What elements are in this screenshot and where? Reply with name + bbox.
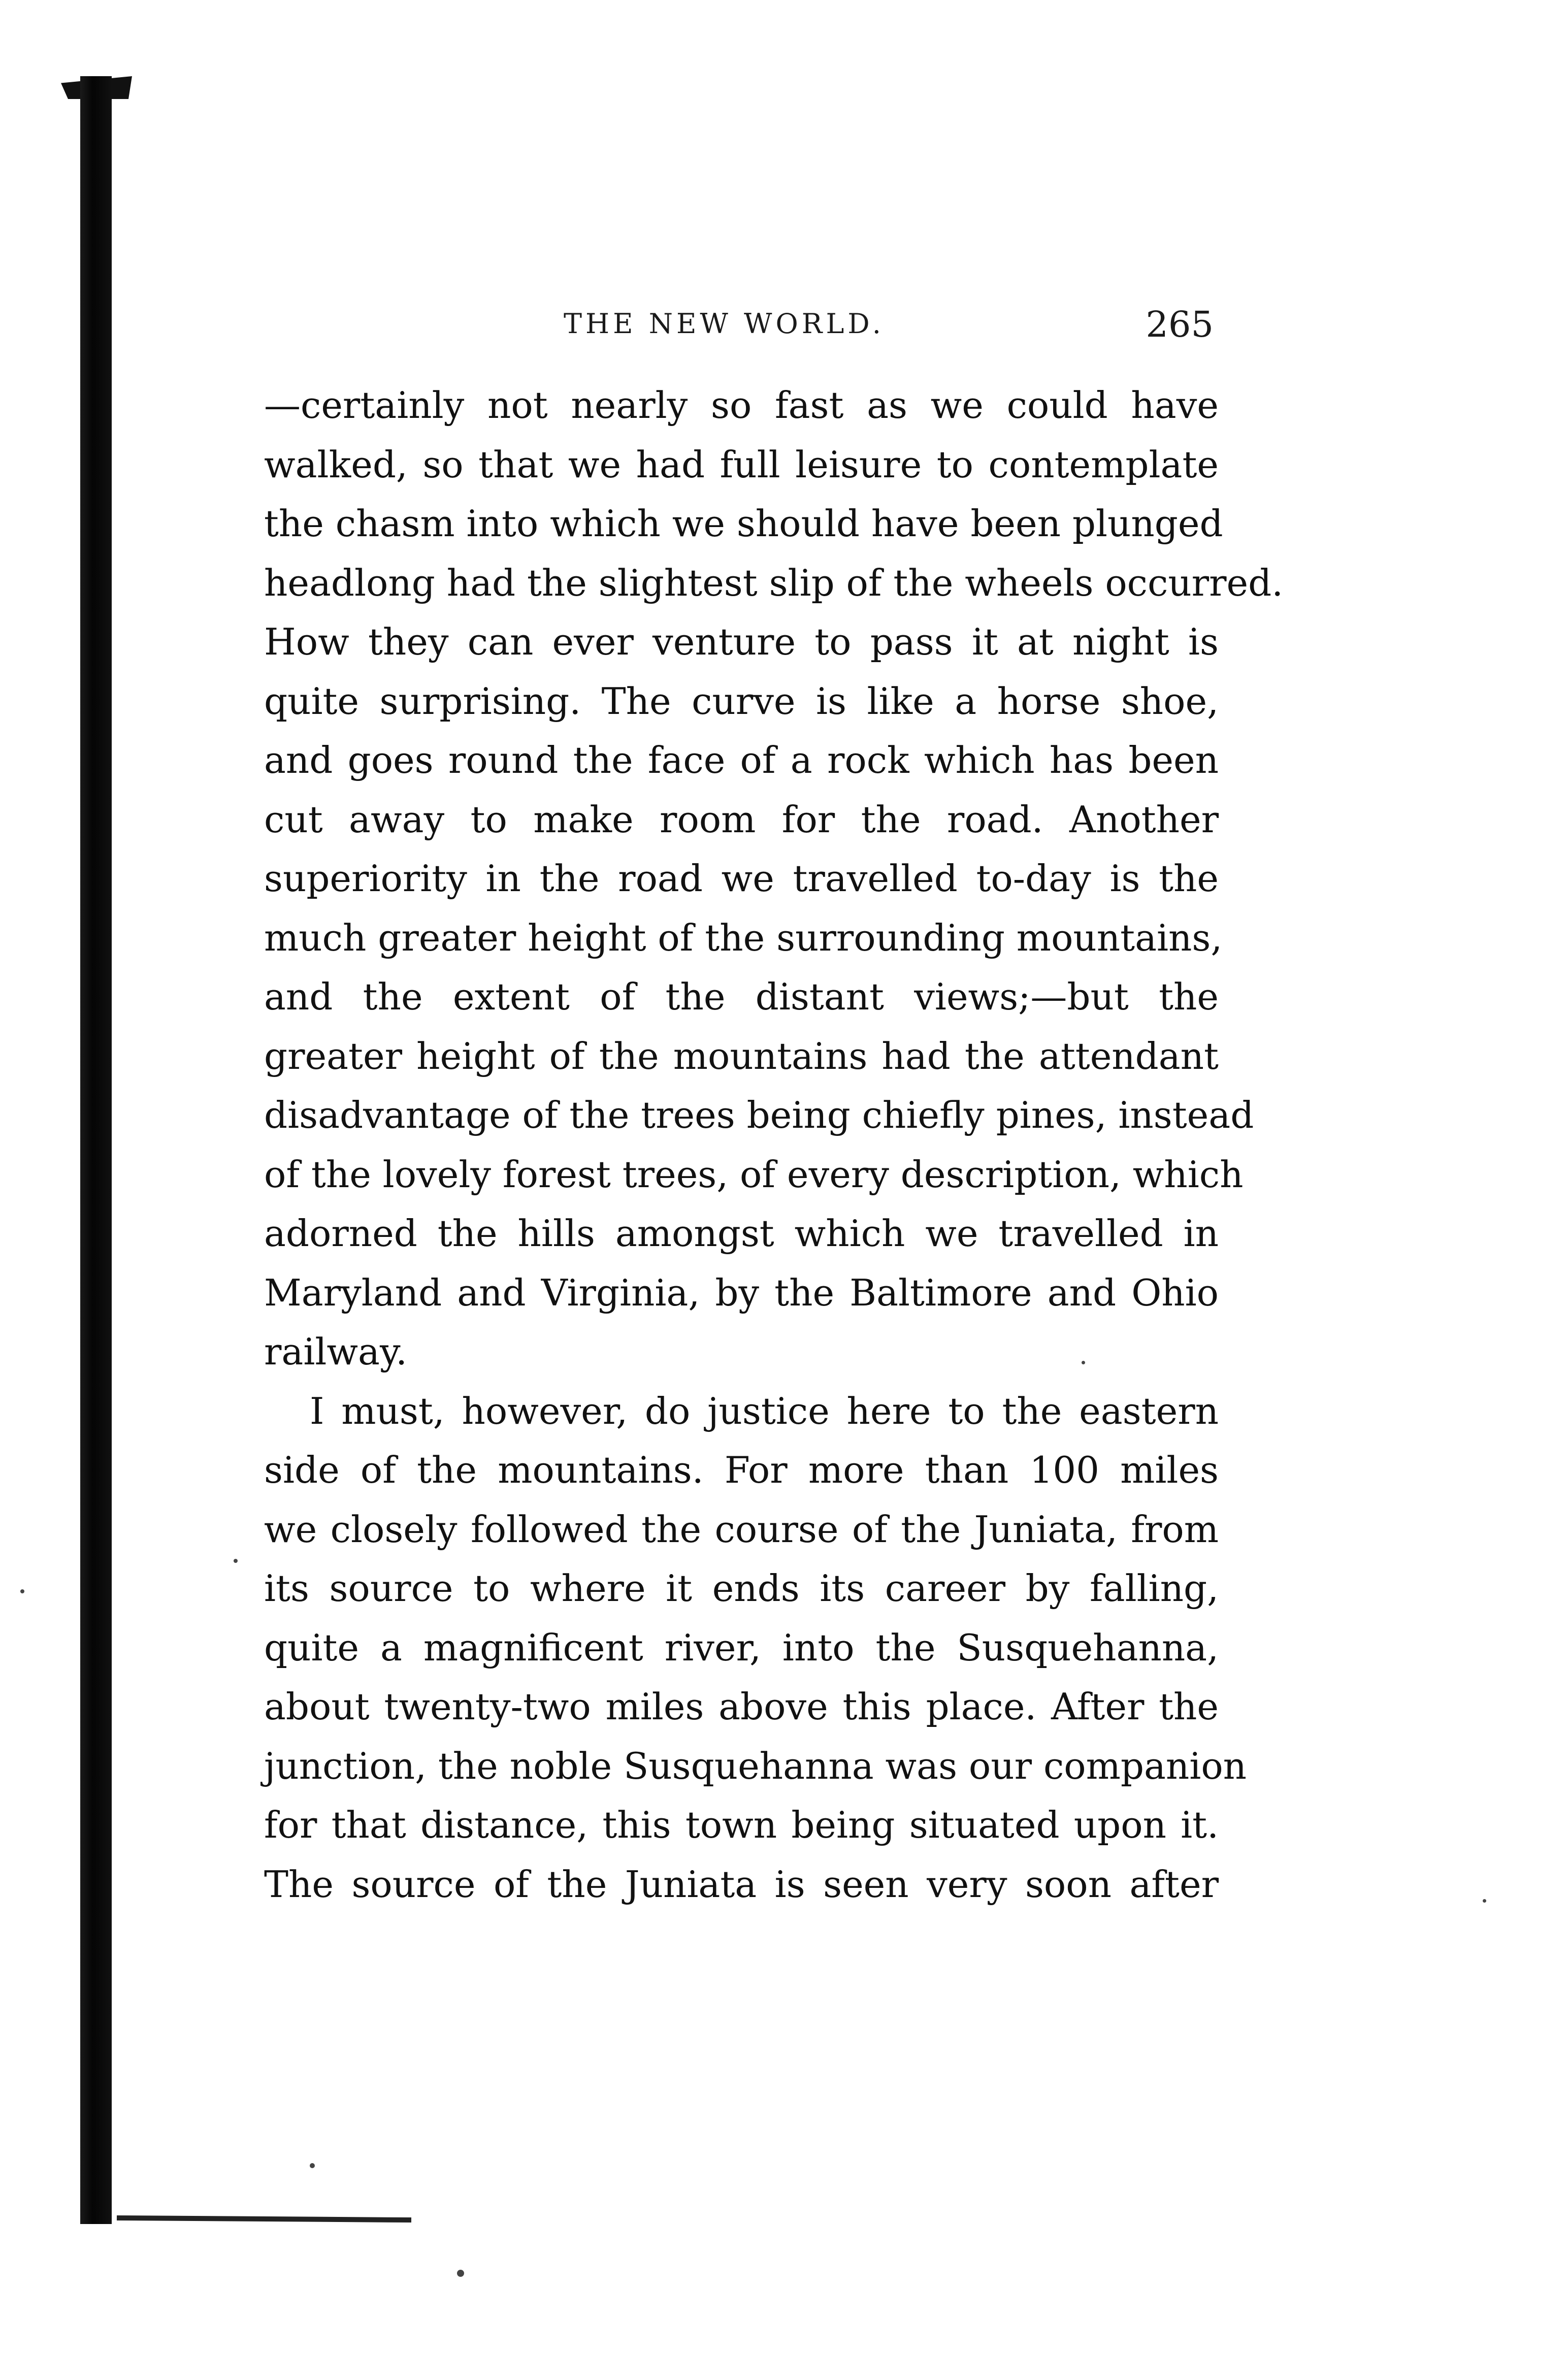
text-line: railway. [264,1330,407,1373]
text-line: for that distance, this town being situated upon it. [264,1804,1219,1846]
page-number: 265 [1146,304,1214,345]
running-title: THE NEW WORLD. [564,308,885,340]
text-line: greater height of the mountains had the attendant [264,1034,1219,1077]
text-line: and goes round the face of a rock which has been [264,739,1219,781]
ink-speck [20,1589,24,1593]
text-line: quite surprising. The curve is like a horse shoe, [264,679,1219,723]
running-head [269,304,1214,344]
text-line: about twenty-two miles above this place. After the [264,1685,1219,1728]
ink-speck [1483,1899,1486,1903]
text-line: disadvantage of the trees being chiefly pines, instead [264,1094,1254,1136]
text-line: walked, so that we had full leisure to contemplate [264,443,1219,486]
text-line: and the extent of the distant views;—but the [264,975,1219,1018]
text-line: The source of the Juniata is seen very soon after [264,1862,1219,1906]
body-text [264,376,1284,1919]
binding-shadow-foot [117,2215,411,2223]
text-line: its source to where it ends its career by falling, [264,1567,1219,1610]
text-line: quite a magnificent river, into the Susquehanna, [264,1626,1219,1669]
text-line: I must, however, do justice here to the eastern [310,1389,1219,1432]
ink-speck [234,1559,238,1563]
binding-shadow [80,76,112,2224]
ink-speck [310,2163,315,2168]
text-line: junction, the noble Susquehanna was our companion [264,1744,1247,1787]
text-line: we closely followed the course of the Juniata, from [264,1508,1219,1551]
text-line: cut away to make room for the road. Another [264,798,1219,841]
text-line: Maryland and Virginia, by the Baltimore and Ohio [264,1271,1219,1314]
text-line: How they can ever venture to pass it at night is [264,620,1219,663]
text-line: the chasm into which we should have been plunged [264,502,1223,545]
text-line: superiority in the road we travelled to-day is the [264,857,1219,900]
text-line: —certainly not nearly so fast as we could have [264,384,1219,427]
ink-speck [457,2270,464,2277]
text-line: much greater height of the surrounding mountains, [264,916,1223,959]
text-line: headlong had the slightest slip of the wheels occurred. [264,561,1284,604]
text-line: of the lovely forest trees, of every description, which [264,1153,1244,1196]
text-line: adorned the hills amongst which we travelled in [264,1212,1219,1255]
text-line: side of the mountains. For more than 100 miles [264,1449,1219,1491]
